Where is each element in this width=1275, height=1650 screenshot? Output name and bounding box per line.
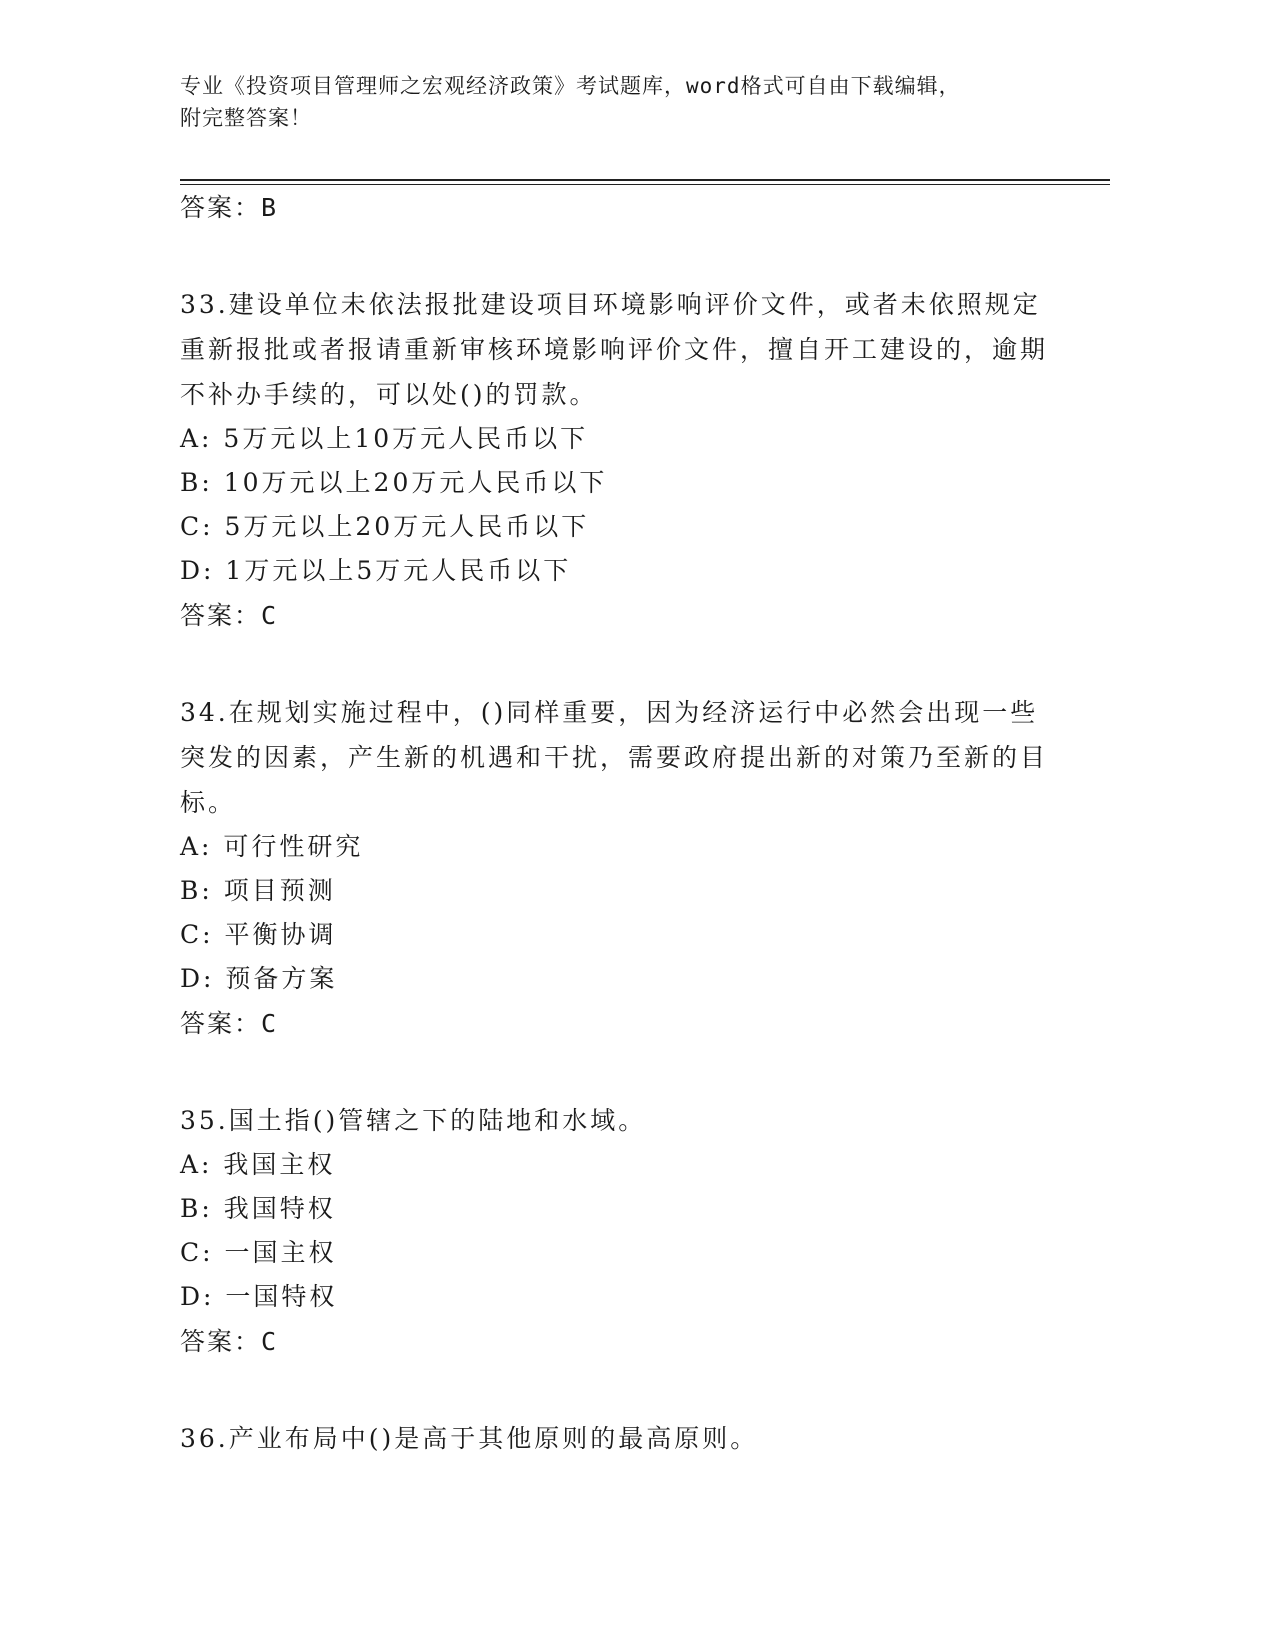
- question-33-option-a: A: 5万元以上10万元人民币以下: [180, 424, 589, 453]
- question-33-text: 33.建设单位未依法报批建设项目环境影响评价文件，或者未依照规定重新报批或者报请重新审核环境影响评价文件，擅自开工建设的，逾期不补办手续的，可以处()的罚款。: [180, 290, 1049, 409]
- question-33-option-b: B: 10万元以上20万元人民币以下: [180, 468, 608, 497]
- question-35-option-c: C: 一国主权: [180, 1238, 337, 1267]
- question-36-text: 36.产业布局中()是高于其他原则的最高原则。: [180, 1424, 759, 1453]
- question-35-option-d: D: 一国特权: [180, 1282, 338, 1311]
- question-34-answer: 答案：C: [180, 1009, 279, 1038]
- header-line-1: 专业《投资项目管理师之宏观经济政策》考试题库，word格式可自由下载编辑，: [180, 74, 961, 98]
- header-line-2: 附完整答案！: [180, 106, 312, 130]
- header-divider-thick: [180, 179, 1110, 181]
- question-33-option-c: C: 5万元以上20万元人民币以下: [180, 512, 590, 541]
- question-35-answer: 答案：C: [180, 1327, 279, 1356]
- question-34-option-a: A: 可行性研究: [180, 832, 364, 861]
- previous-answer: 答案：B: [180, 193, 279, 222]
- question-list: [180, 185, 1060, 1461]
- question-33-answer: 答案：C: [180, 601, 279, 630]
- document-header: [180, 70, 1080, 134]
- question-35-option-a: A: 我国主权: [180, 1150, 336, 1179]
- question-34-text: 34.在规划实施过程中，()同样重要，因为经济运行中必然会出现一些突发的因素，产生新的机遇和干扰，需要政府提出新的对策乃至新的目标。: [180, 698, 1049, 817]
- question-34-option-b: B: 项目预测: [180, 876, 336, 905]
- question-34-option-d: D: 预备方案: [180, 964, 338, 993]
- question-33-option-d: D: 1万元以上5万元人民币以下: [180, 556, 572, 585]
- question-34-option-c: C: 平衡协调: [180, 920, 337, 949]
- question-35-text: 35.国土指()管辖之下的陆地和水域。: [180, 1106, 647, 1135]
- question-35-option-b: B: 我国特权: [180, 1194, 336, 1223]
